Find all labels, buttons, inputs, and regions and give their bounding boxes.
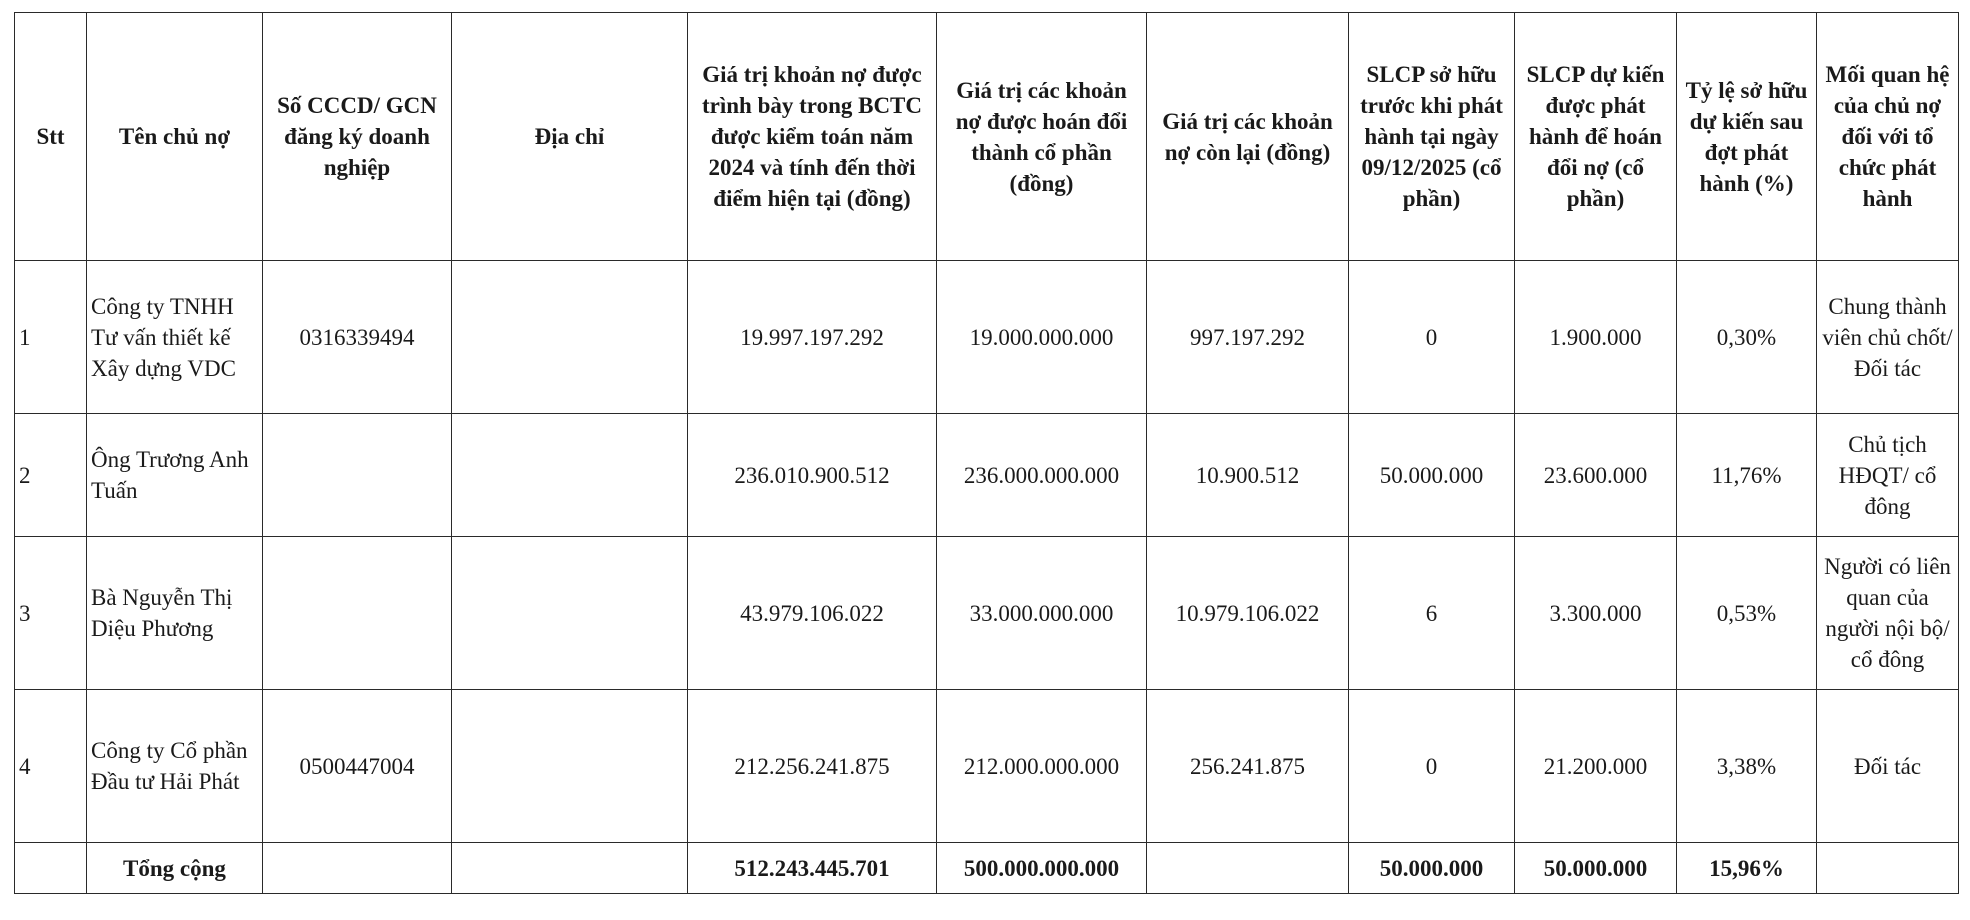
cell-relationship: Người có liên quan của người nội bộ/ cổ đông <box>1817 537 1959 690</box>
header-address: Địa chỉ <box>452 13 688 261</box>
cell-remaining-value: 10.900.512 <box>1147 414 1349 537</box>
cell-relationship: Chủ tịch HĐQT/ cổ đông <box>1817 414 1959 537</box>
cell-address <box>452 261 688 414</box>
table-row <box>15 261 1959 414</box>
cell-stt: 2 <box>15 414 87 537</box>
cell-total-id-number <box>263 843 452 894</box>
cell-id-number <box>263 537 452 690</box>
cell-ownership-ratio: 0,30% <box>1677 261 1817 414</box>
header-creditor-name: Tên chủ nợ <box>87 13 263 261</box>
cell-total-stt <box>15 843 87 894</box>
cell-shares-issued: 3.300.000 <box>1515 537 1677 690</box>
total-ownership-ratio: 15,96% <box>1677 843 1817 894</box>
header-shares-before: SLCP sở hữu trước khi phát hành tại ngày 09/12/2025 (cổ phần) <box>1349 13 1515 261</box>
cell-remaining-value: 10.979.106.022 <box>1147 537 1349 690</box>
total-shares-issued: 50.000.000 <box>1515 843 1677 894</box>
cell-creditor-name: Ông Trương Anh Tuấn <box>87 414 263 537</box>
cell-ownership-ratio: 3,38% <box>1677 690 1817 843</box>
header-shares-issued: SLCP dự kiến được phát hành để hoán đổi nợ (cổ phần) <box>1515 13 1677 261</box>
cell-debt-value: 236.010.900.512 <box>688 414 937 537</box>
header-converted-value: Giá trị các khoản nợ được hoán đổi thành cổ phần (đồng) <box>937 13 1147 261</box>
cell-creditor-name: Công ty Cổ phần Đầu tư Hải Phát <box>87 690 263 843</box>
header-relationship: Mối quan hệ của chủ nợ đối với tổ chức phát hành <box>1817 13 1959 261</box>
cell-shares-before: 0 <box>1349 261 1515 414</box>
table-row <box>15 537 1959 690</box>
total-row <box>15 843 1959 894</box>
header-remaining-value: Giá trị các khoản nợ còn lại (đồng) <box>1147 13 1349 261</box>
cell-total-remaining-value <box>1147 843 1349 894</box>
cell-id-number <box>263 414 452 537</box>
cell-shares-before: 50.000.000 <box>1349 414 1515 537</box>
total-debt-value: 512.243.445.701 <box>688 843 937 894</box>
cell-relationship: Đối tác <box>1817 690 1959 843</box>
cell-ownership-ratio: 0,53% <box>1677 537 1817 690</box>
cell-relationship: Chung thành viên chủ chốt/Đối tác <box>1817 261 1959 414</box>
cell-converted-value: 236.000.000.000 <box>937 414 1147 537</box>
cell-address <box>452 414 688 537</box>
cell-converted-value: 19.000.000.000 <box>937 261 1147 414</box>
cell-total-relationship <box>1817 843 1959 894</box>
cell-id-number: 0316339494 <box>263 261 452 414</box>
cell-converted-value: 33.000.000.000 <box>937 537 1147 690</box>
cell-shares-issued: 1.900.000 <box>1515 261 1677 414</box>
cell-remaining-value: 997.197.292 <box>1147 261 1349 414</box>
cell-shares-issued: 23.600.000 <box>1515 414 1677 537</box>
table-row <box>15 690 1959 843</box>
cell-total-address <box>452 843 688 894</box>
header-stt: Stt <box>15 13 87 261</box>
cell-stt: 1 <box>15 261 87 414</box>
total-label: Tổng cộng <box>87 843 263 894</box>
cell-shares-before: 0 <box>1349 690 1515 843</box>
cell-remaining-value: 256.241.875 <box>1147 690 1349 843</box>
cell-converted-value: 212.000.000.000 <box>937 690 1147 843</box>
cell-address <box>452 690 688 843</box>
cell-debt-value: 43.979.106.022 <box>688 537 937 690</box>
cell-debt-value: 212.256.241.875 <box>688 690 937 843</box>
total-shares-before: 50.000.000 <box>1349 843 1515 894</box>
header-id-number: Số CCCD/ GCN đăng ký doanh nghiệp <box>263 13 452 261</box>
cell-creditor-name: Bà Nguyễn Thị Diệu Phương <box>87 537 263 690</box>
cell-stt: 4 <box>15 690 87 843</box>
total-converted-value: 500.000.000.000 <box>937 843 1147 894</box>
header-row <box>15 13 1959 261</box>
table-row <box>15 414 1959 537</box>
cell-ownership-ratio: 11,76% <box>1677 414 1817 537</box>
cell-id-number: 0500447004 <box>263 690 452 843</box>
header-debt-value: Giá trị khoản nợ được trình bày trong BCTC được kiểm toán năm 2024 và tính đến thời điểm hiện tại (đồng) <box>688 13 937 261</box>
cell-debt-value: 19.997.197.292 <box>688 261 937 414</box>
cell-shares-issued: 21.200.000 <box>1515 690 1677 843</box>
cell-stt: 3 <box>15 537 87 690</box>
cell-creditor-name: Công ty TNHH Tư vấn thiết kế Xây dựng VDC <box>87 261 263 414</box>
cell-address <box>452 537 688 690</box>
header-ownership-ratio: Tỷ lệ sở hữu dự kiến sau đợt phát hành (%) <box>1677 13 1817 261</box>
debt-conversion-table <box>14 12 1959 894</box>
cell-shares-before: 6 <box>1349 537 1515 690</box>
